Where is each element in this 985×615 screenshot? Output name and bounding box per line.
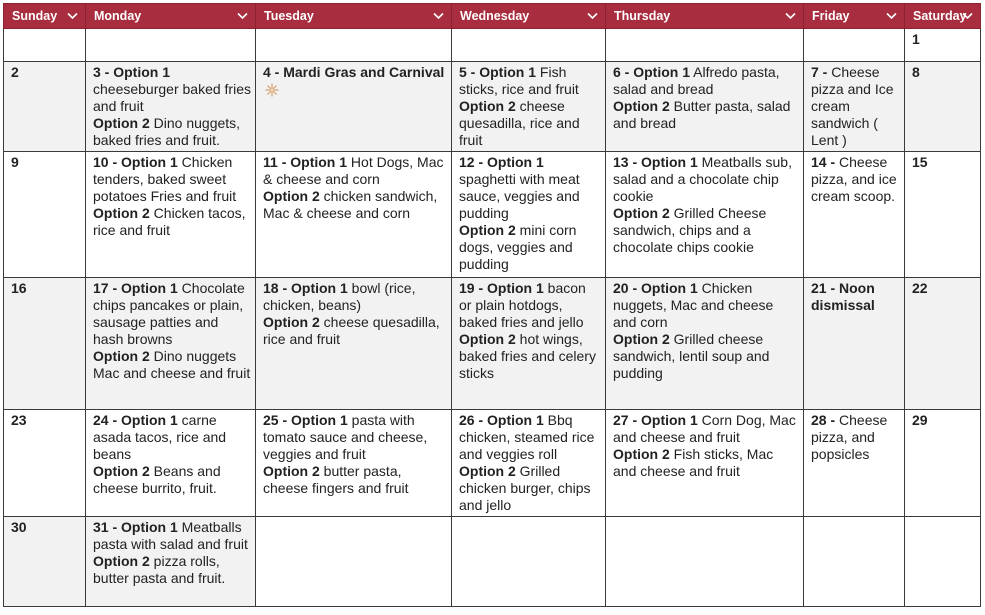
option-1-label: Option 1	[290, 154, 348, 170]
day-cell[interactable]	[4, 517, 86, 607]
option-2-text: Chicken tacos, rice and fruit	[93, 205, 246, 238]
option-2-label: Option 2	[93, 115, 150, 131]
weekday-header-row	[4, 4, 981, 29]
option-2-text: mini corn dogs, veggies and pudding	[459, 222, 577, 272]
day-number: 6 -	[613, 64, 634, 80]
header-sunday[interactable]	[4, 4, 86, 29]
option-2-text: Fish sticks, Mac and cheese and fruit	[613, 446, 774, 479]
day-cell[interactable]	[804, 62, 905, 152]
day-cell[interactable]	[256, 62, 452, 152]
option-2-label: Option 2	[93, 553, 150, 569]
lunch-menu-calendar	[3, 3, 981, 607]
option-2-label: Option 2	[263, 314, 320, 330]
day-number: 20 -	[613, 280, 642, 296]
option-2-label: Option 2	[613, 446, 670, 462]
day-number: 23	[11, 412, 27, 428]
header-label: Friday	[812, 9, 850, 23]
header-friday[interactable]	[804, 4, 905, 29]
option-1-text: Alfredo pasta, salad and bread	[613, 64, 780, 97]
day-cell[interactable]	[86, 62, 256, 152]
option-1-text: Fish sticks, rice and fruit	[459, 64, 579, 97]
option-2-label: Option 2	[459, 331, 516, 347]
day-number: 25 -	[263, 412, 292, 428]
day-number: 17 -	[93, 280, 122, 296]
header-label: Monday	[94, 9, 142, 23]
option-1-text: carne asada tacos, rice and beans	[93, 412, 227, 462]
day-number: 30	[11, 519, 27, 535]
option-2-text: Dino nuggets Mac and cheese and fruit	[93, 348, 251, 381]
option-1-label: Option 1	[479, 64, 537, 80]
day-cell[interactable]	[905, 278, 981, 410]
header-label: Wednesday	[460, 9, 530, 23]
day-cell[interactable]	[804, 152, 905, 278]
day-cell[interactable]	[452, 410, 606, 517]
header-label: Thursday	[614, 9, 671, 23]
day-number: 15	[912, 154, 928, 170]
option-2-text: Dino nuggets, baked fries and fruit.	[93, 115, 241, 148]
option-1-label: Option 1	[113, 64, 171, 80]
day-cell[interactable]	[256, 29, 452, 62]
day-number: 8	[912, 64, 920, 80]
week-row	[4, 517, 981, 607]
day-cell[interactable]	[452, 62, 606, 152]
day-number: 13 -	[613, 154, 642, 170]
day-number: 3 -	[93, 64, 114, 80]
option-1-label: Option 1	[487, 280, 544, 296]
week-row	[4, 152, 981, 278]
day-number: 2	[11, 64, 19, 80]
menu-note: Cheese pizza, and popsicles	[811, 412, 888, 462]
option-2-label: Option 2	[263, 188, 320, 204]
option-2-text: Grilled cheese sandwich, lentil soup and pudding	[613, 331, 770, 381]
option-2-label: Option 2	[93, 463, 150, 479]
header-thursday[interactable]	[606, 4, 804, 29]
day-number: 27 -	[613, 412, 642, 428]
day-number: 10 -	[93, 154, 122, 170]
day-cell[interactable]	[4, 410, 86, 517]
day-number: 9	[11, 154, 19, 170]
option-1-label: Option 1	[121, 412, 178, 428]
option-1-label: Option 1	[121, 154, 178, 170]
option-1-label: Option 1	[487, 154, 544, 170]
option-1-label: Option 1	[121, 519, 178, 535]
day-cell[interactable]	[905, 410, 981, 517]
day-cell[interactable]	[804, 278, 905, 410]
day-cell[interactable]	[86, 410, 256, 517]
header-label: Saturday	[913, 9, 967, 23]
chevron-down-icon[interactable]	[432, 9, 445, 22]
option-2-text: cheese quesadilla, rice and fruit	[459, 98, 580, 148]
day-number: 28 -	[811, 412, 836, 428]
day-number: 19 -	[459, 280, 488, 296]
option-1-text: pasta with tomato sauce and cheese, veggies and fruit	[263, 412, 428, 462]
option-2-label: Option 2	[613, 205, 670, 221]
day-cell[interactable]	[4, 152, 86, 278]
option-1-text: spaghetti with meat sauce, veggies and pudding	[459, 171, 580, 221]
day-cell[interactable]	[606, 29, 804, 62]
day-cell[interactable]	[606, 152, 804, 278]
option-1-label: Option 1	[291, 280, 348, 296]
option-1-label: Option 1	[641, 412, 698, 428]
day-cell[interactable]	[905, 517, 981, 607]
header-label: Tuesday	[264, 9, 314, 23]
option-2-text: Butter pasta, salad and bread	[613, 98, 791, 131]
header-monday[interactable]	[86, 4, 256, 29]
day-cell[interactable]	[606, 278, 804, 410]
day-cell[interactable]	[452, 278, 606, 410]
day-cell[interactable]	[804, 517, 905, 607]
option-1-text: cheeseburger baked fries and fruit	[93, 81, 251, 114]
option-1-text: bowl (rice, chicken, beans)	[263, 280, 416, 313]
option-1-label: Option 1	[633, 64, 691, 80]
option-1-text: Corn Dog, Mac and cheese and fruit	[613, 412, 796, 445]
option-2-label: Option 2	[459, 98, 516, 114]
day-number: 1	[912, 31, 920, 47]
option-1-label: Option 1	[121, 280, 178, 296]
day-cell[interactable]	[4, 62, 86, 152]
day-event: 21 - Noon dismissal	[811, 280, 875, 313]
day-cell[interactable]	[4, 278, 86, 410]
option-2-label: Option 2	[613, 331, 670, 347]
day-number: 14 -	[811, 154, 836, 170]
option-2-label: Option 2	[93, 205, 150, 221]
week-row	[4, 410, 981, 517]
menu-note: Cheese pizza, and ice cream scoop.	[811, 154, 897, 204]
option-1-text: bacon or plain hotdogs, baked fries and jello	[459, 280, 586, 330]
day-cell[interactable]	[86, 278, 256, 410]
day-cell[interactable]	[452, 29, 606, 62]
option-2-text: Grilled chicken burger, chips and jello	[459, 463, 591, 513]
day-cell[interactable]	[452, 517, 606, 607]
option-1-label: Option 1	[641, 280, 698, 296]
day-number: 31 -	[93, 519, 122, 535]
day-cell[interactable]	[606, 62, 804, 152]
day-cell[interactable]	[86, 29, 256, 62]
flower-icon	[265, 83, 279, 101]
chevron-down-icon[interactable]	[586, 9, 599, 22]
chevron-down-icon[interactable]	[885, 9, 898, 22]
day-cell[interactable]	[256, 410, 452, 517]
option-1-text: Meatballs sub, salad and a chocolate chip cookie	[613, 154, 792, 204]
day-cell[interactable]	[905, 62, 981, 152]
option-2-label: Option 2	[263, 463, 320, 479]
option-2-label: Option 2	[459, 222, 516, 238]
day-cell[interactable]	[86, 152, 256, 278]
chevron-down-icon[interactable]	[236, 9, 249, 22]
header-label: Sunday	[12, 9, 58, 23]
day-number: 22	[912, 280, 928, 296]
option-2-text: chicken sandwich, Mac & cheese and corn	[263, 188, 438, 221]
day-number: 11 -	[263, 154, 291, 170]
option-2-text: hot wings, baked fries and celery sticks	[459, 331, 596, 381]
day-number: 7 -	[811, 64, 828, 80]
day-cell[interactable]	[804, 410, 905, 517]
option-2-text: Beans and cheese burrito, fruit.	[93, 463, 221, 496]
chevron-down-icon[interactable]	[784, 9, 797, 22]
day-number: 29	[912, 412, 928, 428]
day-number: 18 -	[263, 280, 292, 296]
option-2-label: Option 2	[459, 463, 516, 479]
chevron-down-icon[interactable]	[961, 9, 974, 22]
day-number: 5 -	[459, 64, 480, 80]
chevron-down-icon[interactable]	[66, 9, 79, 22]
day-number: 26 -	[459, 412, 488, 428]
option-1-text: Chicken nuggets, Mac and cheese and corn	[613, 280, 774, 330]
day-number: 24 -	[93, 412, 122, 428]
header-tuesday[interactable]	[256, 4, 452, 29]
day-cell[interactable]	[905, 152, 981, 278]
option-1-text: Chocolate chips pancakes or plain, sausage patties and hash browns	[93, 280, 245, 347]
header-saturday[interactable]	[905, 4, 981, 29]
option-1-text: Bbq chicken, steamed rice and veggies roll	[459, 412, 595, 462]
day-cell[interactable]	[256, 278, 452, 410]
day-number: 16	[11, 280, 27, 296]
option-2-text: butter pasta, cheese fingers and fruit	[263, 463, 409, 496]
option-2-text: cheese quesadilla, rice and fruit	[263, 314, 440, 347]
option-2-label: Option 2	[613, 98, 670, 114]
day-cell[interactable]	[452, 152, 606, 278]
option-1-label: Option 1	[641, 154, 698, 170]
week-row	[4, 62, 981, 152]
option-2-label: Option 2	[93, 348, 150, 364]
day-cell[interactable]	[804, 29, 905, 62]
day-event: 4 - Mardi Gras and Carnival	[263, 64, 445, 80]
week-row	[4, 29, 981, 62]
day-number: 12 -	[459, 154, 488, 170]
menu-note: Cheese pizza and Ice cream sandwich ( Lent )	[811, 64, 894, 148]
header-wednesday[interactable]	[452, 4, 606, 29]
day-cell[interactable]	[4, 29, 86, 62]
option-1-text: Meatballs pasta with salad and fruit	[93, 519, 248, 552]
day-cell[interactable]	[256, 152, 452, 278]
day-cell[interactable]	[256, 517, 452, 607]
week-row	[4, 278, 981, 410]
option-1-text: Hot Dogs, Mac & cheese and corn	[263, 154, 444, 187]
option-1-label: Option 1	[291, 412, 348, 428]
option-2-text: pizza rolls, butter pasta and fruit.	[93, 553, 226, 586]
day-cell[interactable]	[606, 410, 804, 517]
option-2-text: Grilled Cheese sandwich, chips and a chocolate chips cookie	[613, 205, 767, 255]
option-1-label: Option 1	[487, 412, 544, 428]
option-1-text: Chicken tenders, baked sweet potatoes Fries and fruit	[93, 154, 237, 204]
day-cell[interactable]	[606, 517, 804, 607]
day-cell[interactable]	[905, 29, 981, 62]
day-cell[interactable]	[86, 517, 256, 607]
